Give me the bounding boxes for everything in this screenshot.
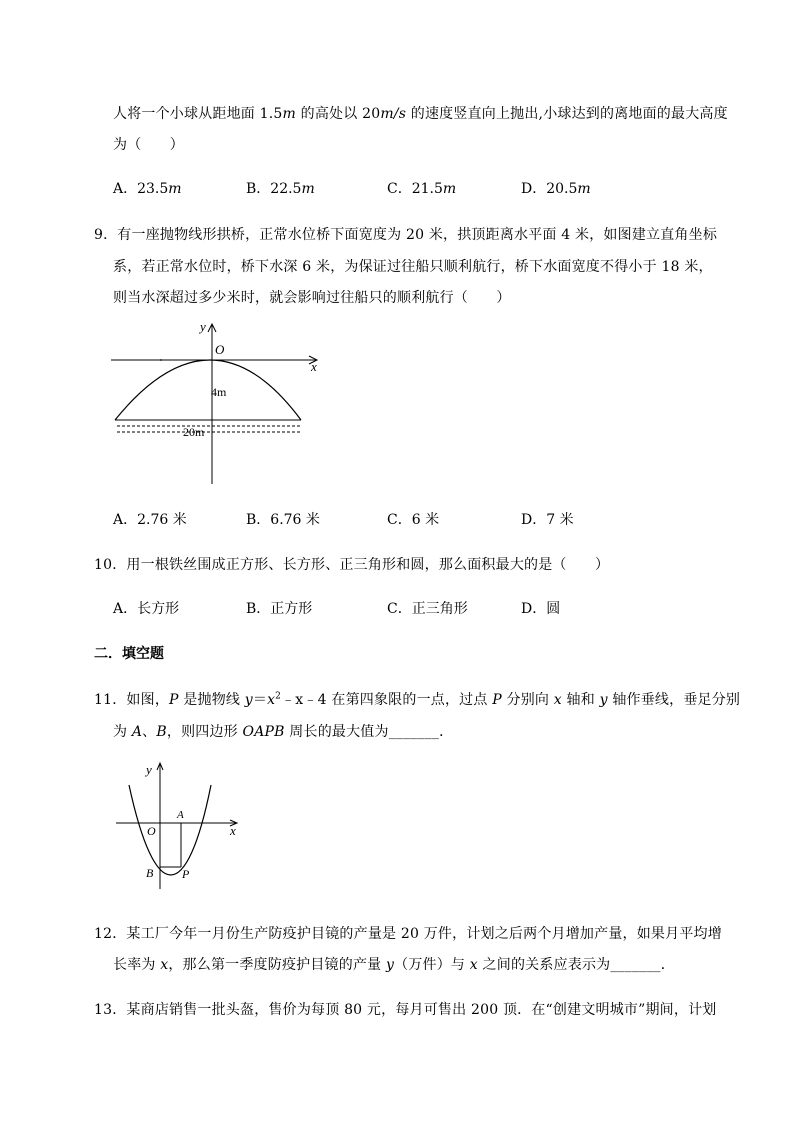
q9-x-label: x	[311, 359, 317, 374]
q11-x-label: x	[230, 823, 236, 838]
q9-origin-label: O	[215, 342, 225, 357]
q9-bridge-figure	[105, 312, 335, 490]
q11-origin-label: O	[147, 824, 156, 838]
q8-option-b[interactable]: B．22.5m	[246, 181, 315, 197]
q10-option-c[interactable]: C．正三角形	[387, 601, 468, 617]
q13-line1: 13．某商店销售一批头盔，售价为每顶 80 元，每月可售出 200 顶．在“创建文明城市”期间，计划	[94, 1002, 717, 1018]
q12-line1: 12．某工厂今年一月份生产防疫护目镜的产量是 20 万件，计划之后两个月增加产量，如果月平均增	[94, 926, 722, 942]
q9-line1: 9．有一座抛物线形拱桥，正常水位桥下面宽度为 20 米，拱顶距离水平面 4 米，如图建立直角坐标	[94, 227, 718, 243]
q8-option-d[interactable]: D．20.5m	[521, 181, 591, 197]
q10-option-d[interactable]: D．圆	[521, 601, 561, 617]
q9-option-a[interactable]: A．2.76 米	[113, 512, 187, 528]
q9-option-d[interactable]: D．7 米	[521, 512, 574, 528]
q11-parabola-figure	[110, 760, 250, 892]
q8-option-a[interactable]: A．23.5m	[113, 181, 182, 197]
q11-b-label: B	[146, 866, 154, 880]
q9-line2: 系，若正常水位时，桥下水深 6 米，为保证过往船只顺利航行，桥下水面宽度不得小于 18 米，	[113, 259, 713, 275]
q12-line2: 长率为 x，那么第一季度防疫护目镜的产量 y（万件）与 x 之间的关系应表示为_______．	[113, 957, 675, 973]
q11-a-label: A	[177, 809, 184, 821]
q9-width-label: 20m	[183, 425, 205, 439]
q11-p-label: P	[182, 867, 190, 881]
q9-y-label: y	[200, 319, 206, 334]
section-title: 二．填空题	[94, 646, 164, 662]
q9-parabola-arch	[115, 360, 301, 420]
q11-line2: 为 A、B，则四边形 OAPB 周长的最大值为_______．	[113, 724, 454, 740]
q9-tick-mark	[160, 359, 162, 361]
q11-line1: 11．如图，P 是抛物线 $y=x^2﹣x﹣4$ 在第四象限的一点，过点 P 分别向 x 轴和 y 轴作垂线，垂足分别	[94, 691, 741, 708]
q10-option-a[interactable]: A．长方形	[113, 601, 180, 617]
q8-line1: 人将一个小球从距地面 1.5m 的高处以 20m/s 的速度竖直向上抛出,小球达到的离地面的最大高度	[113, 106, 728, 122]
q10-option-b[interactable]: B．正方形	[246, 601, 313, 617]
q8-option-c[interactable]: C．21.5m	[387, 181, 457, 197]
q9-line3: 则当水深超过多少米时，就会影响过往船只的顺利航行（ ）	[113, 290, 511, 306]
q10-line1: 10．用一根铁丝围成正方形、长方形、正三角形和圆，那么面积最大的是（ ）	[94, 557, 610, 573]
q9-height-label: 4m	[211, 385, 227, 399]
q11-parabola-curve	[129, 785, 211, 875]
q11-y-label: y	[146, 762, 152, 777]
q9-option-b[interactable]: B．6.76 米	[246, 512, 320, 528]
q9-option-c[interactable]: C．6 米	[387, 512, 440, 528]
q8-line2: 为（ ）	[113, 137, 184, 153]
